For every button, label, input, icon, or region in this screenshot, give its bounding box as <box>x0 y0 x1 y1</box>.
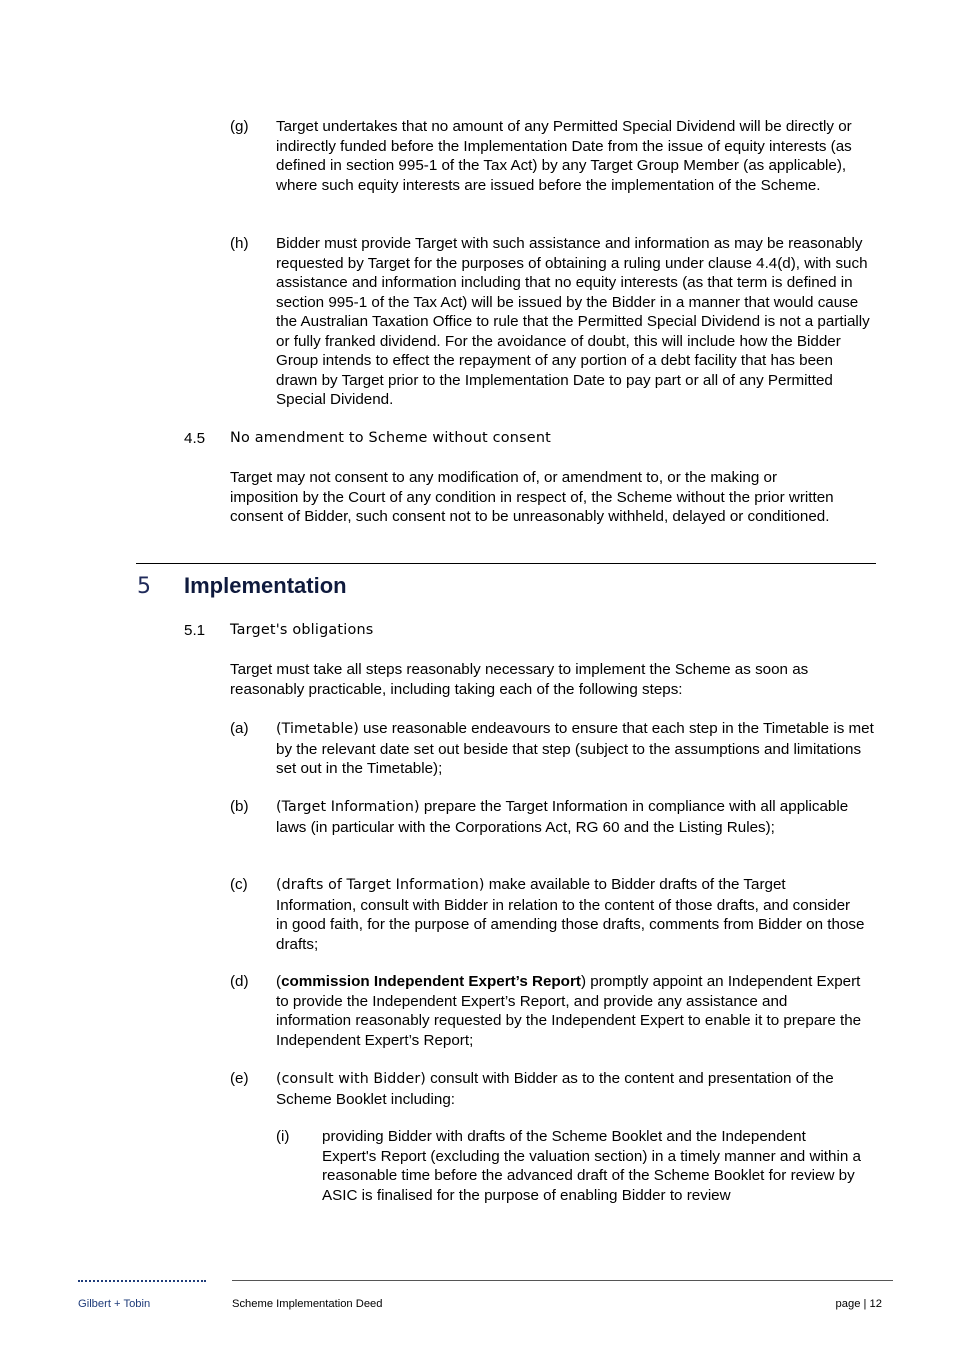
item-b-label: (b) <box>230 798 249 815</box>
item-e-text <box>276 1069 876 1109</box>
item-e-label: (e) <box>230 1070 249 1087</box>
item-e-i-label: (i) <box>276 1128 290 1145</box>
item-c-tag: (drafts of Target Information) <box>276 877 485 893</box>
item-a-text <box>276 719 876 779</box>
item-e-tag: (consult with Bidder) <box>276 1071 426 1087</box>
item-a-body: use reasonable endeavours to ensure that each step in the Timetable is met by the relevant date set out beside that step (subject to the assumptions and limitations set out in the Timetable); <box>276 720 874 777</box>
item-a-label: (a) <box>230 720 249 737</box>
clause-4-5-body: Target may not consent to any modification of, or amendment to, or the making or imposition by the Court of any condition in respect of, the Scheme without the prior written consent of Bidder, such consent not to be unreasonably withheld, delayed or conditioned. <box>230 469 834 525</box>
section-5-title: Implementation <box>184 573 347 598</box>
item-d-tag: commission Independent Expert’s Report <box>281 973 581 990</box>
footer-rule <box>232 1280 893 1281</box>
footer-document-title: Scheme Implementation Deed <box>232 1298 383 1310</box>
item-h-label: (h) <box>230 235 249 252</box>
item-a-tag: (Timetable) <box>276 721 359 737</box>
item-d-text <box>276 972 866 1050</box>
item-g-label: (g) <box>230 118 249 135</box>
footer-dotted-rule <box>78 1280 206 1282</box>
item-d-body: ) promptly appoint an Independent Expert to provide the Independent Expert’s Report, and provide any assistance and information reasonably requested by the Independent Expert to enable it to prepare the Independent Expert’s Report; <box>276 973 862 1049</box>
section-5-number: 5 <box>137 574 151 599</box>
item-d-label: (d) <box>230 973 249 990</box>
footer-page-number: page | 12 <box>835 1298 882 1310</box>
item-c-body: make available to Bidder drafts of the Target Information, consult with Bidder in relation to the content of those drafts, and consider in good faith, for the purpose of amending those drafts, comments from Bidder on those drafts; <box>276 876 865 953</box>
item-h-text: Bidder must provide Target with such assistance and information as may be reasonably requested by Target for the purposes of obtaining a ruling under clause 4.4(d), with such assistance and information including that no equity interests (as that term is defined in section 995-1 of the Tax Act) will be issued by the Bidder in a manner that would cause the Australian Taxation Office to rule that the Permitted Special Dividend is not a partially or fully franked dividend. For the avoidance of doubt, this will include how the Bidder Group intends to effect the repayment of any portion of a debt facility that has been drawn by Target prior to the Implementation Date to pay part or all of any Permitted Special Dividend. <box>276 235 870 408</box>
item-e-i-text: providing Bidder with drafts of the Scheme Booklet and the Independent Expert's Report (excluding the valuation section) in a timely manner and within a reasonable time before the advanced draft of the Scheme Booklet for review by ASIC is finalised for the purpose of enabling Bidder to review <box>322 1128 861 1204</box>
item-e-body: consult with Bidder as to the content and presentation of the Scheme Booklet including: <box>276 1070 834 1108</box>
item-b-tag: (Target Information) <box>276 799 420 815</box>
clause-5-1-number: 5.1 <box>184 622 206 639</box>
item-b-body: prepare the Target Information in compliance with all applicable laws (in particular with the Corporations Act, RG 60 and the Listing Rules); <box>276 798 849 836</box>
item-c-label: (c) <box>230 876 248 893</box>
clause-4-5-title: No amendment to Scheme without consent <box>230 430 552 446</box>
clause-5-1-intro: Target must take all steps reasonably necessary to implement the Scheme as soon as reasonably practicable, including taking each of the following steps: <box>230 661 809 698</box>
section-divider <box>136 563 876 564</box>
item-c-text <box>276 875 866 954</box>
item-d-open: ( <box>276 973 282 990</box>
clause-5-1-title: Target's obligations <box>230 622 374 638</box>
footer-firm: Gilbert + Tobin <box>78 1298 151 1310</box>
item-b-text <box>276 797 856 837</box>
clause-4-5-number: 4.5 <box>184 430 206 447</box>
item-g-text: Target undertakes that no amount of any Permitted Special Dividend will be directly or indirectly funded before the Implementation Date from the issue of equity interests (as defined in section 995-1 of the Tax Act) by any Target Group Member (as applicable), where such equity interests are issued before the implementation of the Scheme. <box>276 118 852 194</box>
